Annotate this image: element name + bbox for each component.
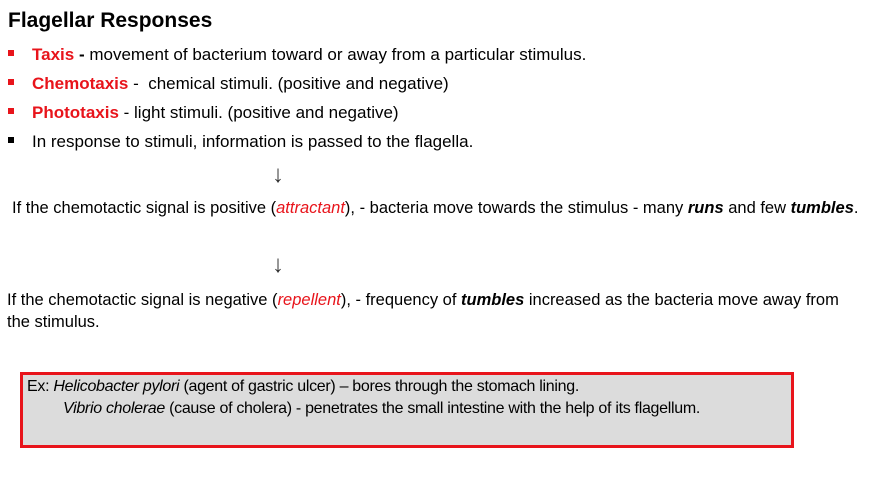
tumbles-term: tumbles <box>461 291 525 309</box>
slide-title: Flagellar Responses <box>8 9 213 32</box>
text: ), - frequency of <box>340 291 461 309</box>
bullet-taxis <box>8 45 586 65</box>
down-arrow-icon: ↓ <box>272 161 284 188</box>
bullet-icon <box>8 79 14 85</box>
text: ), - bacteria move towards the stimulus - many <box>344 199 688 217</box>
text: . <box>853 199 859 217</box>
definition: In response to stimuli, information is passed to the flagella. <box>32 132 474 151</box>
attractant-term: attractant <box>276 199 345 217</box>
text: (cause of cholera) - penetrates the small intestine with the help of its flagellum. <box>164 400 701 417</box>
down-arrow-icon: ↓ <box>272 251 284 278</box>
runs-term: runs <box>687 199 724 217</box>
text: and few <box>723 199 791 217</box>
organism-name: Vibrio cholerae <box>63 400 165 417</box>
repellent-term: repellent <box>277 291 341 309</box>
text: Ex: <box>27 378 54 395</box>
separator: - <box>128 74 149 93</box>
bullet-icon <box>8 50 14 56</box>
separator: - <box>118 103 135 122</box>
definition: light stimuli. (positive and negative) <box>134 103 399 122</box>
bullet-icon <box>8 108 14 114</box>
term: Taxis <box>32 45 75 64</box>
bullet-icon <box>8 137 14 143</box>
definition: chemical stimuli. (positive and negative) <box>148 74 449 93</box>
bullet-chemotaxis <box>8 74 449 94</box>
negative-signal-paragraph <box>7 289 857 333</box>
organism-name: Helicobacter pylori <box>53 378 180 395</box>
definition: movement of bacterium toward or away from a particular stimulus. <box>89 45 587 64</box>
term: Chemotaxis <box>32 74 129 93</box>
text: If the chemotactic signal is negative ( <box>7 291 278 309</box>
separator: - <box>74 45 90 64</box>
bullet-stimuli <box>8 132 473 152</box>
example-box <box>20 372 794 448</box>
tumbles-term: tumbles <box>790 199 854 217</box>
text: If the chemotactic signal is positive ( <box>12 199 277 217</box>
term: Phototaxis <box>32 103 119 122</box>
text: increased as the bacteria move away from the stimulus. <box>7 291 839 331</box>
positive-signal-paragraph <box>12 197 862 219</box>
bullet-phototaxis <box>8 103 399 123</box>
text: (agent of gastric ulcer) – bores through the stomach lining. <box>179 378 579 395</box>
